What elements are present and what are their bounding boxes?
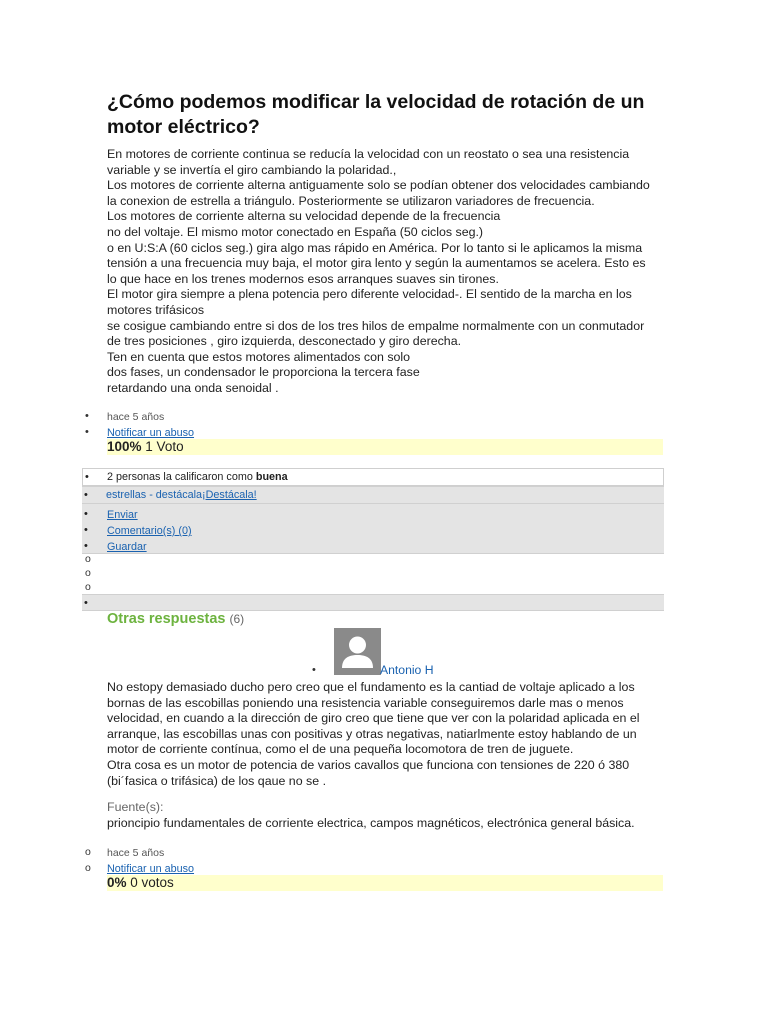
bullet-icon: • [84,508,88,520]
answer-line: de tres posiciones , giro izquierda, desconectado y giro derecha. [107,334,462,349]
vote-percent: 0% [107,875,127,890]
bullet-icon: • [312,664,316,676]
circle-bullet-icon: o [85,862,91,874]
actions-list [82,504,664,554]
bullet-icon: • [85,471,89,483]
vote-summary [107,875,663,891]
rating-bold: buena [255,471,288,483]
user-silhouette-icon [334,628,381,675]
stars-text [106,487,257,503]
separator-row [82,594,664,611]
bullet-icon: • [84,489,88,501]
answer-line: no del voltaje. El mismo motor conectado en España (50 ciclos seg.) [107,224,484,239]
answer-line: retardando una onda senoidal . [107,380,279,395]
rating-text [107,469,288,485]
rating-prefix: 2 personas la calificaron como [107,471,256,483]
report-abuse-link[interactable]: Notificar un abuso [107,427,195,439]
answer-line: Otra cosa es un motor de potencia de varios cavallos que funciona con tensiones de 220 ó 380 [107,757,630,772]
save-link[interactable]: Guardar [107,541,147,553]
avatar[interactable] [334,628,381,675]
circle-bullet-icon: o [85,846,91,858]
circle-bullet-icon: o [85,553,91,565]
report-abuse-link[interactable]: Notificar un abuso [107,863,195,875]
vote-percent: 100% [107,439,142,454]
comments-link[interactable]: Comentario(s) (0) [107,525,192,537]
bullet-icon: • [84,597,88,609]
answer-line: lo que hace en los trenes modernos esos arranques suaves sin tirones. [107,271,499,286]
bullet-icon: • [84,540,88,552]
answer-line: Ten en cuenta que estos motores alimentados con solo [107,349,411,364]
highlight-link[interactable]: ¡Destácala! [202,489,257,501]
answer-line: (bi´fasica o trifásica) de los qaue no se . [107,773,327,788]
stars-row [82,486,664,504]
answer-line: Los motores de corriente alterna su velocidad depende de la frecuencia [107,209,501,224]
answer-line: arranque, las escobillas unas con positivas y otras negativas, natiarlmente estoy hablando de un [107,726,637,741]
answer-line: motores trifásicos [107,302,205,317]
best-answer-text [107,147,667,397]
other-answers-label: Otras respuestas [107,611,226,627]
source-label: Fuente(s): [107,800,164,814]
answer-line: bornas de las escobillas poniendo una resistencia variable conseguiremos darle mas o menos [107,695,624,710]
circle-bullet-icon: o [85,581,91,593]
answer-line: la conexion de estrella a triángulo. Posteriormente se utilizaron variadores de frecuencia. [107,193,595,208]
stars-label: estrellas - destácala [106,489,203,501]
vote-summary [107,439,663,455]
bullet-icon: • [84,524,88,536]
answer-line: En motores de corriente continua se reducía la velocidad con un reostato o sea una resistencia [107,147,630,161]
answer-line: variable y se invertía el giro cambiando la polaridad., [107,162,397,177]
other-answer-text [107,680,667,789]
answer-line: velocidad, en cuando a la dirección de giro creo que tiene que ver con la polaridad aplicada en el [107,711,640,726]
circle-bullet-icon: o [85,567,91,579]
answer-time: hace 5 años [107,411,165,423]
bullet-icon: • [85,426,89,438]
answer-line: motor de corriente contínua, como el de una pequeña locomotora de tren de juguete. [107,742,574,757]
other-answers-heading [107,611,244,627]
answer-line: dos fases, un condensador le proporciona la tercera fase [107,365,420,380]
author-link[interactable]: Antonio H [380,663,434,677]
question-title [107,90,677,140]
answer-line: No estopy demasiado ducho pero creo que el fundamento es la cantiad de voltaje aplicado a los [107,680,635,694]
answer-line: se cosigue cambiando entre si dos de los tres hilos de empalme normalmente con un conmutador [107,318,645,333]
question-title-line-2: motor eléctrico? [107,116,260,138]
other-answers-count: (6) [229,612,245,626]
answer-line: tensión a una frecuencia muy baja, el motor gira lento y según la aumentamos se acelera. Esto es [107,256,646,271]
answer-line: Los motores de corriente alterna antiguamente solo se podían obtener dos velocidades cambiando [107,178,650,193]
answer-time: hace 5 años [107,847,165,859]
source-text: prioncipio fundamentales de corriente electrica, campos magnéticos, electrónica general básica. [107,816,635,830]
vote-count: 0 votos [130,875,174,890]
answer-line: El motor gira siempre a plena potencia pero diferente velocidad-. El sentido de la marcha en los [107,287,632,302]
vote-count: 1 Voto [145,439,184,454]
answer-line: o en U:S:A (60 ciclos seg.) gira algo mas rápido en América. Por lo tanto si le aplicamos la misma [107,240,643,255]
rating-row [82,468,664,486]
send-link[interactable]: Enviar [107,509,138,521]
bullet-icon: • [85,410,89,422]
question-title-line-1: ¿Cómo podemos modificar la velocidad de rotación de un [107,91,645,113]
